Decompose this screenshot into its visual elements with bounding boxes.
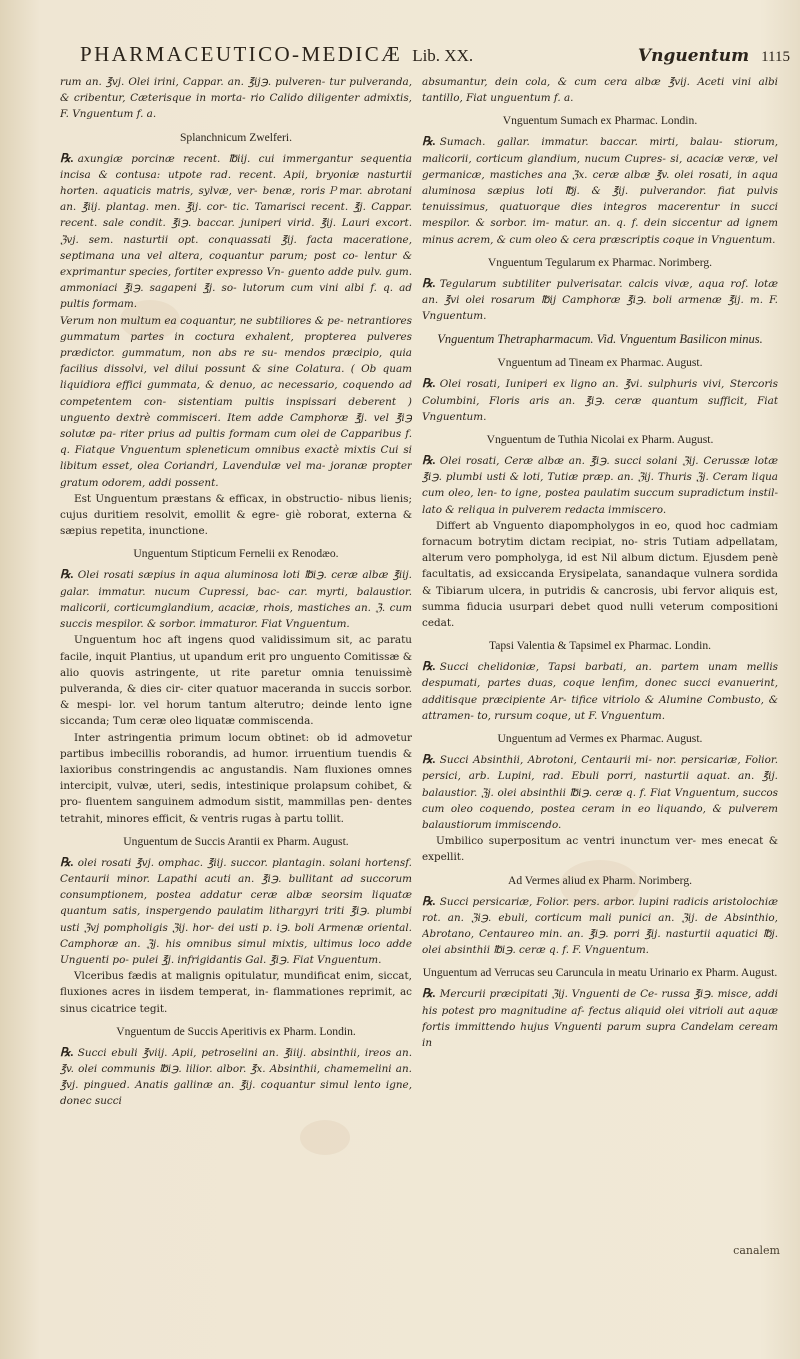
section-heading: [422, 330, 778, 348]
heading-text: Unguentum Stipticum Fernelii ex Renodæo.: [133, 547, 339, 561]
paragraph-text: Verum non multum ea coquantur, ne subtiliores & pe- netrantiores gummatum partes in coctura exhalent, propterea pulveres prædictor. gummatum, non abs re su- mendos præcipio, quia facilius dissolvi, vel dilui possunt & sine Colatura. ( Ob quam liquidiora effici gummata, & denuo, ac necessario, coquendo ad competentem con- sistentiam pultis inspissari deberent ) unguento dextrè commisceri. Item adde Camphoræ ℥j. vel ℥i℈ solutæ pa- riter prius ad pultis formam cum olei de Capparibus f. q. Fiatque Vnguentum spleneticum omnibus exactè mixtis Cui si libitum esset, olea Coriandri, Lavendulæ vel ma- joranæ propter gratum odorem, addi possent.: [60, 314, 412, 489]
paragraph-text: Olei rosati, Iuniperi ex ligno an. ℥vi. sulphuris vivi, Stercoris Columbini, Floris aris an. ℥i℈. ceræ quantum sufficit, Fiat Vnguentum.: [422, 378, 778, 423]
paragraph-text: Tegularum subtiliter pulverisatar. calcis vivæ, aqua rof. lotæ an. ℥vi olei rosarum ℔ij Camphoræ ℥i℈. boli armenæ ℥ij. m. F. Vnguentum.: [422, 277, 778, 323]
heading-text: Splanchnicum Zwelferi.: [179, 130, 293, 144]
page-number: 1115: [761, 49, 790, 65]
recipe-symbol: ℞.: [60, 150, 74, 165]
page-topic: Vnguentum: [637, 46, 750, 66]
recipe-paragraph: [422, 985, 778, 1051]
heading-text: Tapsi Valentia & Tapsimel ex Pharmac. Londin.: [488, 639, 712, 653]
paragraph-text: Succi Absinthii, Abrotoni, Centaurii mi- nor. persicariæ, Folior. persici, arb. Lupini, rad. Ebuli porri, nasturtii aquat. an. ℥ij. balaustior. ℨj. olei absinthii ℔i℈. ceræ q. f. Fiat Vnguentum, succos cum oleo coquendo, postea ceram in eo liquando, & pulverem balaustiorum immiscendo.: [422, 754, 778, 831]
recipe-paragraph: [60, 1044, 412, 1110]
section-heading: [422, 354, 778, 372]
recipe-paragraph: [60, 150, 412, 313]
paragraph-text: Olei rosati, Ceræ albæ an. ℥i℈. succi solani ℨij. Cerussæ lotæ ℥i℈. plumbi usti & loti, Tutiæ præp. an. ℨij. Thuris ℨj. Ceram liqua cum oleo, len- to igne, postea paulatim succum supradictum instil- lato & reliqua in pulverem redacta immiscero.: [422, 455, 778, 516]
paragraph-text: rum an. ℥vj. Olei irini, Cappar. an. ℥ij℈. pulveren- tur pulverandа, & cribentur, Cæterisque in morta- rio Calido diligenter admixtis, F. Vnguentum f. a.: [60, 76, 412, 121]
recipe-paragraph: [422, 275, 778, 325]
paragraph-text: olei rosati ℥vj. omphac. ℥iij. succor. plantagin. solani hortensf. Centaurii minor. Lapathi acuti an. ℥i℈. bullitant ad succorum consumptionem, postea addatur ceræ albæ seorsim liquatæ quantum satis, inspergendo paulatim lithargyri triti ℥i℈. plumbi usti ℨvj pompholigis ℨij. hor- dei usti p. i℈. boli Armenæ oriental. Camphoræ an. ℨj. his omnibus simul mixtis, ultimus loco adde Unguenti po- pulei ℥j. infrigidantis Gal. ℥i℈. Fiat Vnguentum.: [60, 856, 412, 966]
recipe-symbol: ℞.: [60, 854, 74, 869]
recipe-paragraph: [422, 452, 778, 518]
heading-text: Vnguentum Thetrapharmacum. Vid. Vnguentum Basilicon minus.: [437, 332, 763, 347]
recipe-paragraph: [60, 566, 412, 632]
recipe-symbol: ℞.: [422, 659, 436, 674]
heading-text: Vnguentum de Tuthia Nicolai ex Pharm. August.: [486, 433, 714, 447]
heading-text: Vnguentum Tegularum ex Pharmac. Norimberg.: [487, 255, 713, 269]
heading-text: Ad Vermes aliud ex Pharm. Norimberg.: [507, 873, 693, 887]
text-paragraph: [60, 632, 412, 729]
text-paragraph: [422, 833, 778, 865]
paragraph-text: absumantur, dein cola, & cum cera albæ ℥vij. Aceti vini albi tantillo, Fiat unguentum f. a.: [422, 76, 778, 105]
recipe-paragraph: [422, 375, 778, 425]
recipe-paragraph: [422, 658, 778, 724]
section-heading: [422, 112, 778, 130]
section-heading: [422, 254, 778, 272]
section-heading: [422, 637, 778, 655]
paragraph-text: axungiæ porcinæ recent. ℔iij. cui immergantur sequentia incisa & contusa: utpote rad. recent. Apii, bryoniæ nasturtii horten. aquaticis matris, sylvæ, ver- benæ, rorisＰmar. abrotani an. ℥iij. plantag. men. ℥ij. cor- tic. Tamarisci recent. ℥j. Cappar. recent. sale condit. ℥i℈. baccar. juniperi virid. ℥ij. Lauri excort. ℨvj. sem. nasturtii opt. conquassati ℥ij. facta maceratione, septimana una vel altera, coquantur parum; post co- lentur & exprimantur species, fortiter expresso Vn- guento adde pulv. gum. ammoniaci ℥i℈. sagapeni ℥j. so- lutorum cum vini albi f. q. ad pultis formam.: [60, 152, 412, 311]
text-paragraph: [60, 730, 412, 827]
paragraph-text: Inter astringentia primum locum obtinet: ob id admovetur partibus imbecillis roborandis, ad humor. irruentium tuendis & laxioribus constringendis ac angustandis. Nam fluxiones omnes intercipit, vulvæ, uteri, sedis, intestinique prolapsum cohibet, & pro- fluentem sanguinem admodum sistit, mammillas pen- dentes tetrahit, minores efficit, & ventris rugas à partu tollit.: [60, 731, 412, 825]
heading-text: Unguentum ad Verrucas seu Caruncula in meatu Urinario ex Pharm. August.: [422, 966, 778, 980]
recipe-symbol: ℞.: [422, 893, 436, 908]
section-heading: [60, 129, 412, 147]
paragraph-text: Est Unguentum præstans & efficax, in obstructio- nibus lienis; cujus duritiem resolvit, emollit & egre- giè roborat, externa & sæpius repetita, inunctione.: [60, 492, 412, 538]
section-heading: [422, 964, 778, 982]
paragraph-text: Vlceribus fædis at malignis opitulatur, mundificat enim, siccat, fluxiones acres in iisdem temperat, in- flammationes reprimit, ac sinus cicatrice tegit.: [60, 970, 412, 1015]
text-paragraph: [60, 491, 412, 540]
section-heading: [60, 545, 412, 563]
text-paragraph: [60, 74, 412, 123]
paragraph-text: Succi ebuli ℥viij. Apii, petroselini an. ℥iiij. absinthii, ireos an. ℥v. olei communis ℔i℈. lilior. albor. ℥x. Absinthii, chamemelini an. ℥vj. pingued. Anatis gallinæ an. ℥ij. coquantur simul lento igne, donec succi: [60, 1046, 412, 1108]
book-number: Lib. XX.: [412, 46, 474, 65]
page-header: [80, 42, 790, 72]
paragraph-text: Succi persicariæ, Folior. pers. arbor. lupini radicis aristolochiæ rot. an. ℨi℈. ebuli, corticum mali punici an. ℨij. de Absinthio, Abrotano, Centaureo min. an. ℥i℈. porri ℥ij. nasturtii aquatici ℔j. olei absinthii ℔i℈. ceræ q. f. F. Vnguentum.: [422, 895, 778, 957]
section-heading: [422, 730, 778, 748]
recipe-symbol: ℞.: [422, 752, 436, 767]
recipe-symbol: ℞.: [422, 134, 436, 149]
heading-text: Unguentum ad Vermes ex Pharmac. August.: [497, 732, 703, 746]
paragraph-text: Unguentum hoc aft ingens quod validissimum sit, ac paratu facile, inquit Plantius, ut upandum erit pro unguento Comitissæ & alio quovis astringente, ut rite paretur omnia tenuissimè pulveranda, & dies cir- citer quatuor maceranda in succis sorbor. & mespi- lor. vel horum tantum alterutro; deinde lento igne siccanda; Tum ceræ oleo liquatæ commiscenda.: [60, 634, 412, 728]
recipe-symbol: ℞.: [60, 567, 74, 582]
recipe-paragraph: [422, 751, 778, 833]
heading-text: Vnguentum Sumach ex Pharmac. Londin.: [502, 114, 698, 128]
catchword: canalem: [733, 1244, 780, 1257]
right-column: [422, 74, 778, 1259]
section-heading: [60, 833, 412, 851]
paragraph-text: Mercurii præcipitati ℨij. Vnguenti de Ce- russa ℥i℈. misce, addi his potest pro magnitudine af- fectus aliquid olei vitrioli aut aquæ fortis immittendo hujus Vnguenti parum supra Candelam ceream in: [422, 988, 778, 1049]
recipe-symbol: ℞.: [422, 376, 436, 391]
paragraph-text: Sumach. gallar. immatur. baccar. mirti, balau- stiorum, malicorii, corticum glandium, nucum Cupres- si, acaciæ veræ, vel germanicæ, mastiches ana ℨx. ceræ albæ ℥v. olei rosati, in aqua aluminosa sæpius loti ℔j. & ℥ij. pulverandor. fiat pulvis tenuissimus, quatuorque dies integros macerentur in succi mespilor. & sorbor. im- matur. an. q. f. dein siccentur ad ignem minus acrem, & cum oleo & cera præscriptis coque in Vnguentum.: [422, 136, 778, 246]
paragraph-text: Olei rosati sæpius in aqua aluminosa loti ℔i℈. ceræ albæ ℥iij. galar. immatur. nucum Cupressi, bac- car. myrti, balaustior. malicorii, corticumglandium, acaciæ, rhois, mastiches an. ℨ. cum succis mespilor. & sorbor. immaturor. Fiat Vnguentum.: [60, 569, 412, 631]
section-heading: [422, 872, 778, 890]
heading-text: Vnguentum ad Tineam ex Pharmac. August.: [497, 356, 703, 370]
paragraph-text: Differt ab Vnguento diapompholygos in eo, quod hoc cadmiam fornacum botrytim dictam recipiat, no- stris Tutiam adpellatam, alterum vero pompholyga, id est Nil album dictum. Ejusdem penè facultatis, ad exsiccanda Erysipelata, sanandaque vulnera sordida & Tibiarum ulcera, in putridis & cancrosis, ubi fervor aliquis est, summa fiducia usurpari debet quod nulli veterum compositioni cedat.: [422, 519, 778, 630]
recipe-paragraph: [422, 893, 778, 959]
running-title: PHARMACEUTICO-MEDICÆ: [80, 42, 403, 66]
recipe-paragraph: [422, 133, 778, 247]
section-heading: [422, 431, 778, 449]
heading-text: Vnguentum de Succis Aperitivis ex Pharm. Londin.: [116, 1024, 356, 1038]
left-column: [60, 74, 412, 1259]
text-paragraph: [422, 74, 778, 106]
heading-text: Unguentum de Succis Arantii ex Pharm. August.: [123, 834, 349, 848]
text-paragraph: [60, 313, 412, 491]
paragraph-text: Umbilico superpositum ac ventri inunctum ver- mes enecat & expellit.: [422, 835, 778, 864]
recipe-symbol: ℞.: [422, 986, 436, 1001]
recipe-paragraph: [60, 854, 412, 968]
recipe-symbol: ℞.: [422, 453, 436, 468]
section-heading: [60, 1023, 412, 1041]
paragraph-text: Succi chelidoniæ, Tapsi barbati, an. partem unam mellis despumati, partes duas, coque lenfim, donec succi evanuerint, additisque præcipiente Ar- tifice vitriolo & Alumine Combusto, & attramen- to, rursum coque, ut F. Vnguentum.: [422, 661, 778, 722]
text-paragraph: [422, 518, 778, 631]
text-paragraph: [60, 968, 412, 1017]
recipe-symbol: ℞.: [422, 275, 436, 290]
recipe-symbol: ℞.: [60, 1044, 74, 1059]
